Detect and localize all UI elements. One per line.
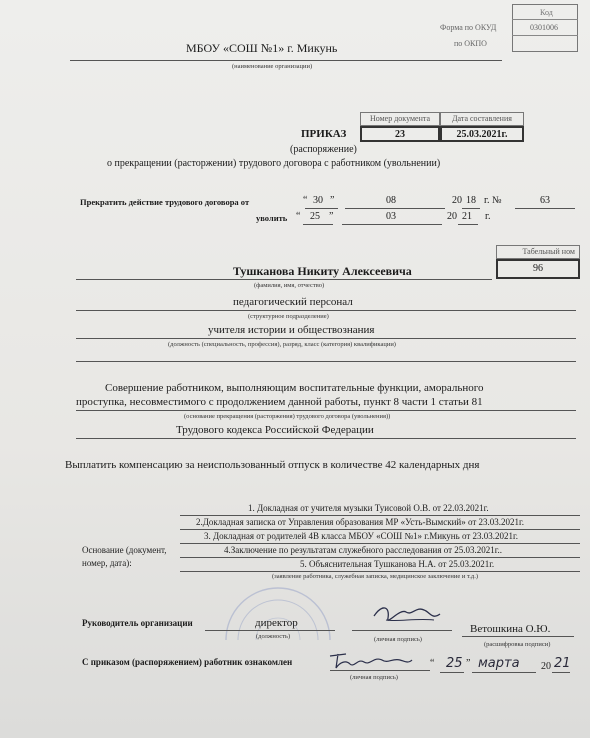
tab-number-value: 96 (496, 259, 580, 279)
basis-label-2: номер, дата): (82, 558, 132, 568)
terminate-label: Прекратить действие трудового договора от (80, 197, 250, 207)
ack-year: 21 (554, 656, 571, 671)
basis-label-1: Основание (документ, (82, 545, 167, 555)
position-caption: (должность (специальность, профессия), разряд, класс (категория) квалификации) (168, 341, 396, 348)
d-quote-close: ” (329, 211, 334, 222)
ack-quote-close: ” (466, 658, 471, 669)
d-year-suffix: г. (485, 211, 491, 222)
quote-close: ” (330, 195, 335, 206)
department: педагогический персонал (233, 296, 353, 308)
kod-header: Код (540, 8, 553, 17)
head-position: директор (255, 617, 298, 629)
contract-day: 30 (313, 195, 323, 206)
d-year-prefix: 20 (447, 211, 457, 222)
employee-signature (326, 648, 416, 676)
head-position-caption: (должность) (256, 633, 291, 640)
basis-caption: (заявление работника, служебная записка, медицинское заключение и т.д.) (272, 573, 479, 580)
order-subtitle: (распоряжение) (290, 144, 357, 155)
department-caption: (структурное подразделение) (248, 313, 329, 320)
ack-day: 25 (446, 656, 463, 671)
quote-open: “ (303, 195, 308, 206)
head-label: Руководитель организации (82, 618, 193, 628)
organization-caption: (наименование организации) (232, 63, 313, 70)
tab-number-header: Табельный ном (496, 245, 580, 259)
contract-month: 08 (386, 195, 396, 206)
employee-name: Тушканова Никиту Алексеевича (233, 264, 412, 278)
contract-year: 18 (466, 195, 476, 206)
ack-year-prefix: 20 (541, 661, 551, 672)
basis-item-1: 1. Докладная от учителя музыки Туисовой О.В. от 22.03.2021г. (248, 503, 489, 513)
order-date: 25.03.2021г. (440, 126, 524, 142)
order-description: о прекращении (расторжении) трудового договора с работником (увольнении) (107, 158, 441, 169)
head-signature (370, 598, 450, 632)
employee-name-caption: (фамилия, имя, отчество) (254, 282, 325, 289)
ack-month: марта (478, 656, 520, 671)
basis-item-4: 4.Заключение по результатам служебного расследования от 25.03.2021г.. (224, 545, 502, 555)
dismiss-label: уволить (256, 213, 288, 223)
head-name-caption: (расшифровка подписи) (484, 641, 551, 648)
ack-quote-open: “ (430, 658, 435, 669)
head-sign-caption: (личная подпись) (374, 636, 422, 643)
dismiss-year: 21 (462, 211, 472, 222)
contract-number: 63 (540, 195, 550, 206)
year-suffix: г. № (484, 195, 502, 206)
order-number: 23 (360, 126, 440, 142)
organization-name: МБОУ «СОШ №1» г. Микунь (186, 41, 338, 55)
grounds-caption: (основание прекращения (расторжения) трудового договора (увольнения)) (184, 413, 391, 420)
ack-sign-caption: (личная подпись) (350, 674, 398, 681)
compensation-text: Выплатить компенсацию за неиспользованный отпуск в количестве 42 календарных дня (65, 459, 480, 471)
date-header: Дата составления (440, 112, 524, 126)
basis-item-2: 2.Докладная записка от Управления образования МР «Усть-Вымский» от 23.03.2021г. (196, 517, 524, 527)
dismiss-day: 25 (310, 211, 320, 222)
basis-item-5: 5. Объяснительная Тушканова Н.А. от 25.03.2021г. (300, 559, 495, 569)
stamp (218, 580, 338, 640)
ack-label: С приказом (распоряжением) работник ознакомлен (82, 657, 293, 667)
grounds-line-3: Трудового кодекса Российской Федерации (176, 424, 374, 436)
okpo-label: по ОКПО (454, 39, 487, 48)
d-quote-open: “ (296, 211, 301, 222)
grounds-line-2: проступка, несовместимого с продолжением данной работы, пункт 8 части 1 статьи 81 (76, 396, 483, 408)
okud-label: Форма по ОКУД (440, 23, 497, 32)
position: учителя истории и обществознания (208, 324, 375, 336)
order-title: ПРИКАЗ (301, 128, 347, 140)
basis-item-3: 3. Докладная от родителей 4В класса МБОУ «СОШ №1» г.Микунь от 23.03.2021г. (204, 531, 518, 541)
grounds-line-1: Совершение работником, выполняющим воспитательные функции, аморального (105, 382, 484, 394)
dismiss-month: 03 (386, 211, 396, 222)
doc-number-header: Номер документа (360, 112, 440, 126)
head-name: Ветошкина О.Ю. (470, 623, 551, 635)
year-prefix: 20 (452, 195, 462, 206)
okud-value: 0301006 (530, 23, 558, 32)
